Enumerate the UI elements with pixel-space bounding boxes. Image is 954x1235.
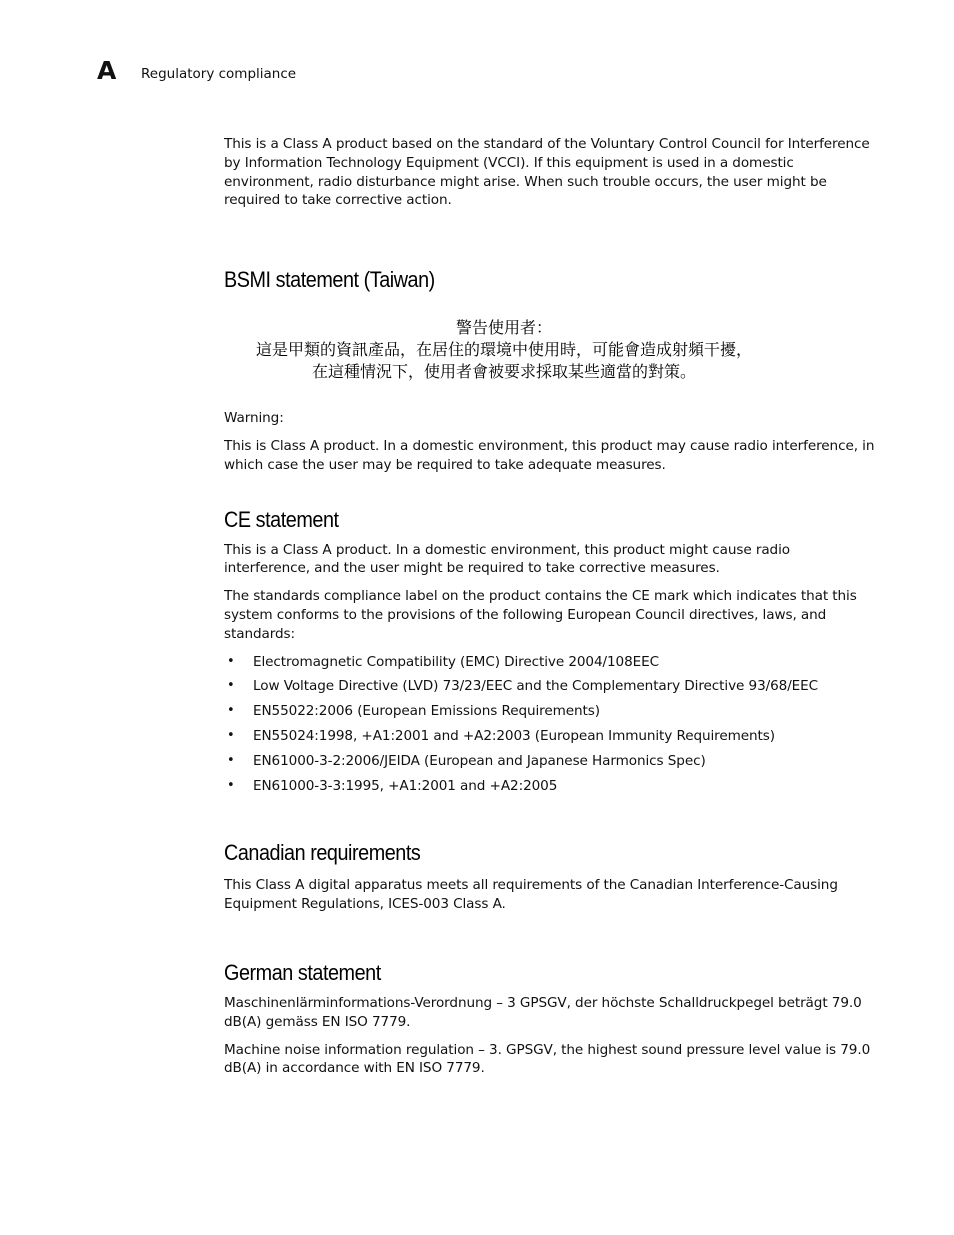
bullet-icon: • — [227, 653, 235, 669]
bullet-icon: • — [227, 727, 235, 743]
list-item: • EN55022:2006 (European Emissions Requirements) — [227, 703, 600, 720]
bsmi-heading: BSMI statement (Taiwan) — [224, 267, 435, 293]
appendix-letter: A — [97, 56, 117, 85]
chinese-line-1: 警告使用者： — [455, 318, 552, 338]
german-paragraph-en: Machine noise information regulation – 3. GPSGV, the highest sound pressure level value is 79.0 dB(A) in accordance with EN ISO 7779. — [224, 1041, 871, 1077]
german-paragraph-de: Maschinenlärminformations-Verordnung – 3 GPSGV, der höchste Schalldruckpegel beträgt 79.0 dB(A) gemäss EN ISO 7779. — [224, 994, 862, 1030]
bullet-icon: • — [227, 752, 235, 768]
page-content — [224, 135, 876, 1078]
list-item: • EN55024:1998, +A1:2001 and +A2:2003 (European Immunity Requirements) — [227, 727, 775, 744]
list-item: • Electromagnetic Compatibility (EMC) Directive 2004/108EEC — [227, 653, 660, 670]
list-item: • EN61000-3-3:1995, +A1:2001 and +A2:2005 — [227, 777, 558, 794]
german-heading: German statement — [224, 959, 381, 985]
ce-directives-list — [224, 653, 876, 796]
running-header-title: Regulatory compliance — [141, 66, 297, 82]
warning-label: Warning: — [224, 410, 284, 427]
list-item: • EN61000-3-2:2006/JEIDA (European and Japanese Harmonics Spec) — [227, 752, 706, 769]
bsmi-chinese-statement — [224, 317, 784, 383]
bullet-icon: • — [227, 678, 235, 694]
ce-paragraph-1: This is a Class A product. In a domestic environment, this product might cause radio interference, and the user might be required to take corrective measures. — [224, 541, 790, 577]
list-item: • Low Voltage Directive (LVD) 73/23/EEC and the Complementary Directive 93/68/EEC — [227, 678, 819, 695]
chinese-line-3: 在這種情況下，使用者會被要求採取某些適當的對策。 — [311, 362, 696, 382]
warning-text: This is Class A product. In a domestic environment, this product may cause radio interference, in which case the user may be required to take adequate measures. — [224, 437, 875, 473]
chinese-line-2: 這是甲類的資訊產品，在居住的環境中使用時，可能會造成射頻干擾， — [255, 340, 752, 360]
bullet-icon: • — [227, 777, 235, 793]
ce-paragraph-2: The standards compliance label on the product contains the CE mark which indicates that this system conforms to the provisions of the following European Council directives, laws, and standards: — [224, 588, 857, 642]
canadian-paragraph: This Class A digital apparatus meets all requirements of the Canadian Interference-Causing Equipment Regulations, ICES-003 Class A. — [224, 877, 838, 913]
ce-heading: CE statement — [224, 506, 339, 532]
vcci-paragraph: This is a Class A product based on the standard of the Voluntary Control Council for Interference by Information Technology Equipment (VCCI). If this equipment is used in a domestic environment, radio disturbance might arise. When such trouble occurs, the user might be required to take corrective action. — [224, 136, 870, 209]
bullet-icon: • — [227, 703, 235, 719]
canadian-heading: Canadian requirements — [224, 840, 421, 866]
